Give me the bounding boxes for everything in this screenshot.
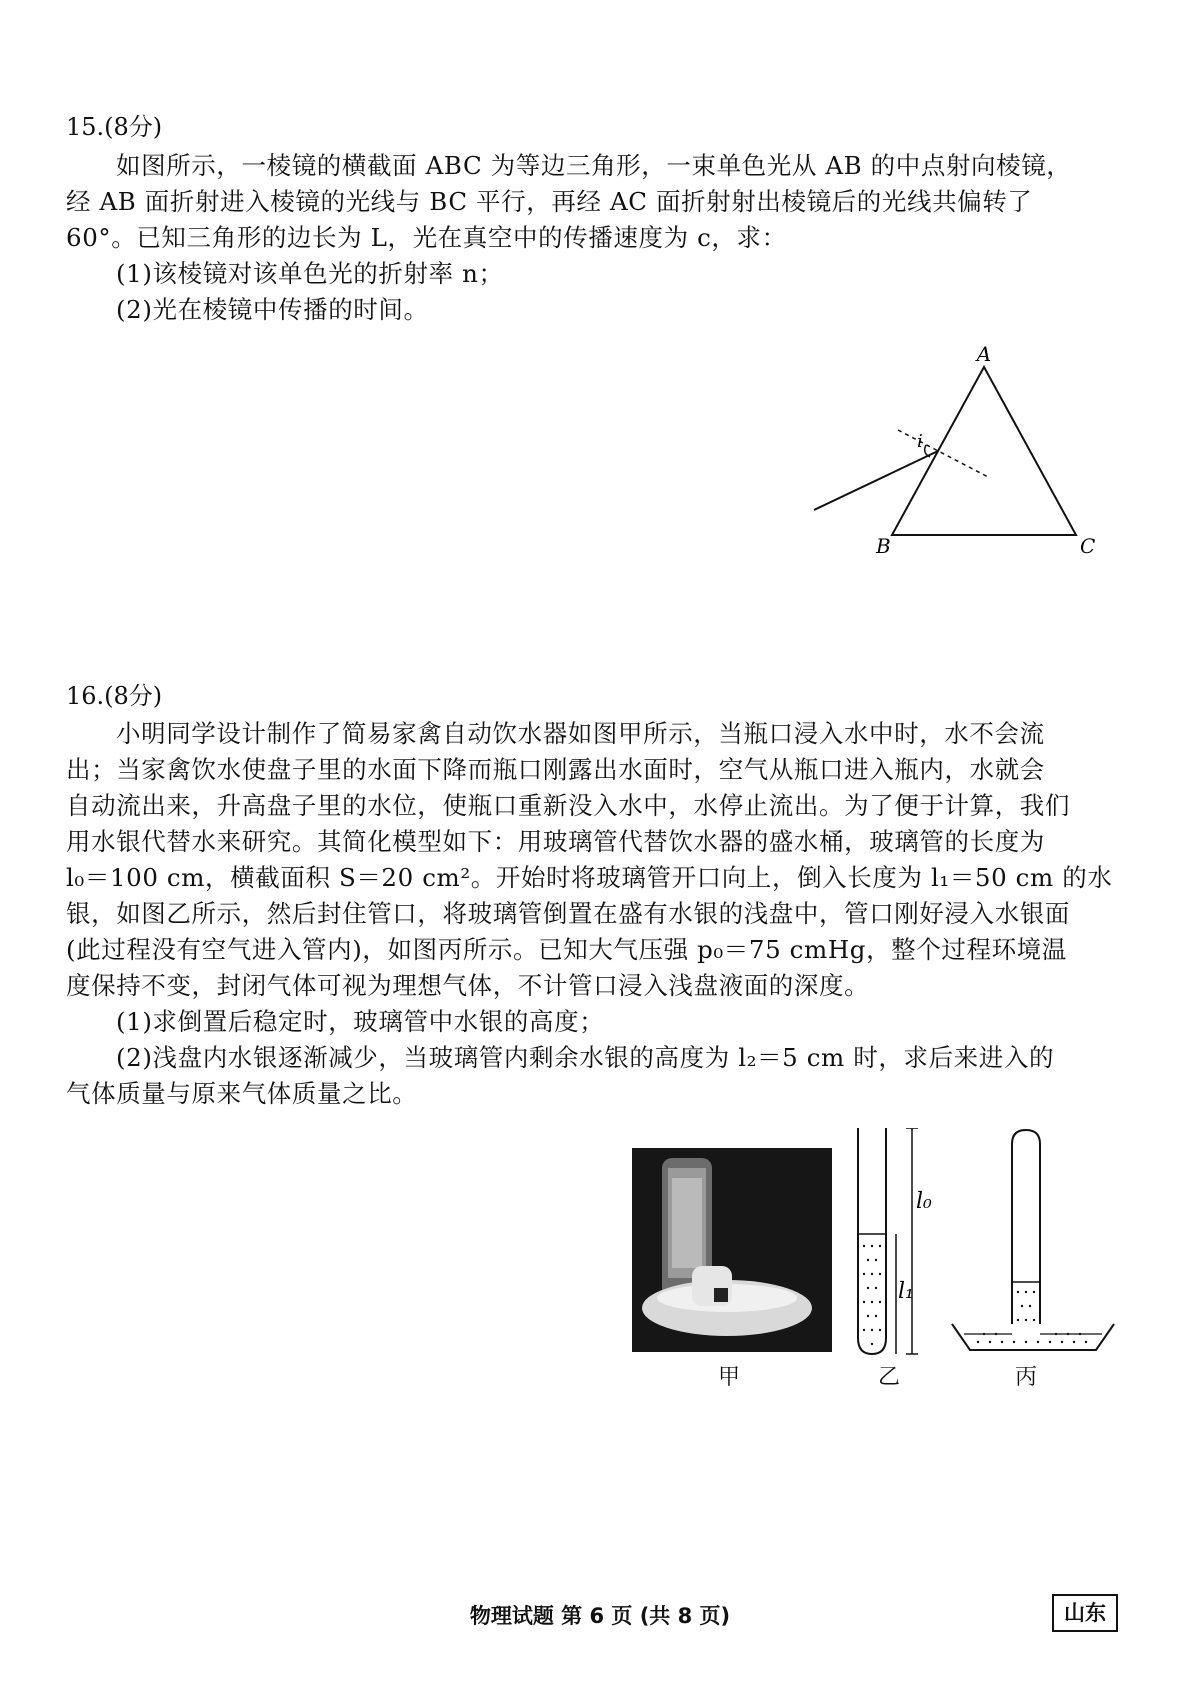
q16-line-7: (此过程没有空气进入管内)，如图丙所示。已知大气压强 p₀＝75 cmHg，整个过程环境温 bbox=[66, 935, 1067, 964]
drinker-photo-drawing bbox=[632, 1148, 832, 1352]
q15-line-5: (2)光在棱镜中传播的时间。 bbox=[116, 295, 429, 324]
region-badge: 山东 bbox=[1052, 1594, 1118, 1632]
caption-bing: 丙 bbox=[1015, 1365, 1038, 1390]
tube-bing-mercury bbox=[977, 1291, 1087, 1343]
q16-line-8: 度保持不变，封闭气体可视为理想气体，不计管口浸入浅盘液面的深度。 bbox=[66, 971, 870, 1000]
vertex-c-label: C bbox=[1080, 534, 1096, 558]
q16-line-10: (2)浅盘内水银逐渐减少，当玻璃管内剩余水银的高度为 l₂＝5 cm 时，求后来进入的 bbox=[116, 1043, 1055, 1072]
dish-outline bbox=[952, 1324, 1114, 1350]
q15-line-2: 经 AB 面折射进入棱镜的光线与 BC 平行，再经 AC 面折射射出棱镜后的光线共偏转了 bbox=[66, 187, 1033, 216]
incident-ray bbox=[814, 451, 938, 510]
q16-line-3: 自动流出来，升高盘子里的水位，使瓶口重新没入水中，水停止流出。为了便于计算，我们 bbox=[66, 791, 1070, 820]
q16-line-4: 用水银代替水来研究。其简化模型如下：用玻璃管代替饮水器的盛水桶，玻璃管的长度为 bbox=[66, 827, 1045, 856]
l1-label: l₁ bbox=[898, 1279, 914, 1304]
q16-text bbox=[66, 716, 1112, 1112]
vertex-b-label: B bbox=[876, 534, 891, 558]
tube-bing-diagram bbox=[948, 1128, 1118, 1360]
q16-line-1: 小明同学设计制作了简易家禽自动饮水器如图甲所示，当瓶口浸入水中时，水不会流 bbox=[116, 719, 1045, 748]
tube-bing-outline bbox=[1012, 1130, 1040, 1324]
q16-line-6: 银，如图乙所示，然后封住管口，将玻璃管倒置在盛有水银的浅盘中，管口刚好浸入水银面 bbox=[66, 899, 1070, 928]
q15-line-3: 60°。已知三角形的边长为 L，光在真空中的传播速度为 c，求： bbox=[66, 223, 787, 252]
caption-yi: 乙 bbox=[878, 1365, 901, 1390]
q15-line-4: (1)该棱镜对该单色光的折射率 n； bbox=[116, 259, 504, 288]
normal-line bbox=[898, 430, 990, 478]
angle-i-label: i bbox=[917, 431, 923, 452]
page-footer: 物理试题 第 6 页 (共 8 页) bbox=[469, 1604, 731, 1628]
q15-line-1: 如图所示，一棱镜的横截面 ABC 为等边三角形，一束单色光从 AB 的中点射向棱镜， bbox=[116, 151, 1072, 180]
q16-line-5: l₀＝100 cm，横截面积 S＝20 cm²。开始时将玻璃管开口向上，倒入长度为 l₁＝50 cm 的水 bbox=[66, 863, 1113, 892]
q16-line-11: 气体质量与原来气体质量之比。 bbox=[66, 1079, 418, 1108]
tube-yi-diagram bbox=[850, 1128, 940, 1360]
tube-yi-outline bbox=[858, 1128, 886, 1354]
tube-yi-mercury bbox=[863, 1245, 881, 1345]
q15-text bbox=[66, 148, 1071, 328]
caption-jia: 甲 bbox=[718, 1365, 741, 1390]
q16-line-2: 出；当家禽饮水使盘子里的水面下降而瓶口刚露出水面时，空气从瓶口进入瓶内，水就会 bbox=[66, 755, 1045, 784]
prism-diagram bbox=[800, 345, 1140, 560]
vertex-a-label: A bbox=[976, 345, 992, 366]
q16-heading: 16.(8分) bbox=[66, 682, 163, 710]
q16-line-9: (1)求倒置后稳定时，玻璃管中水银的高度； bbox=[116, 1007, 605, 1036]
q15-heading: 15.(8分) bbox=[66, 113, 163, 141]
l0-label: l₀ bbox=[916, 1189, 932, 1214]
drinker-photo bbox=[632, 1148, 832, 1352]
